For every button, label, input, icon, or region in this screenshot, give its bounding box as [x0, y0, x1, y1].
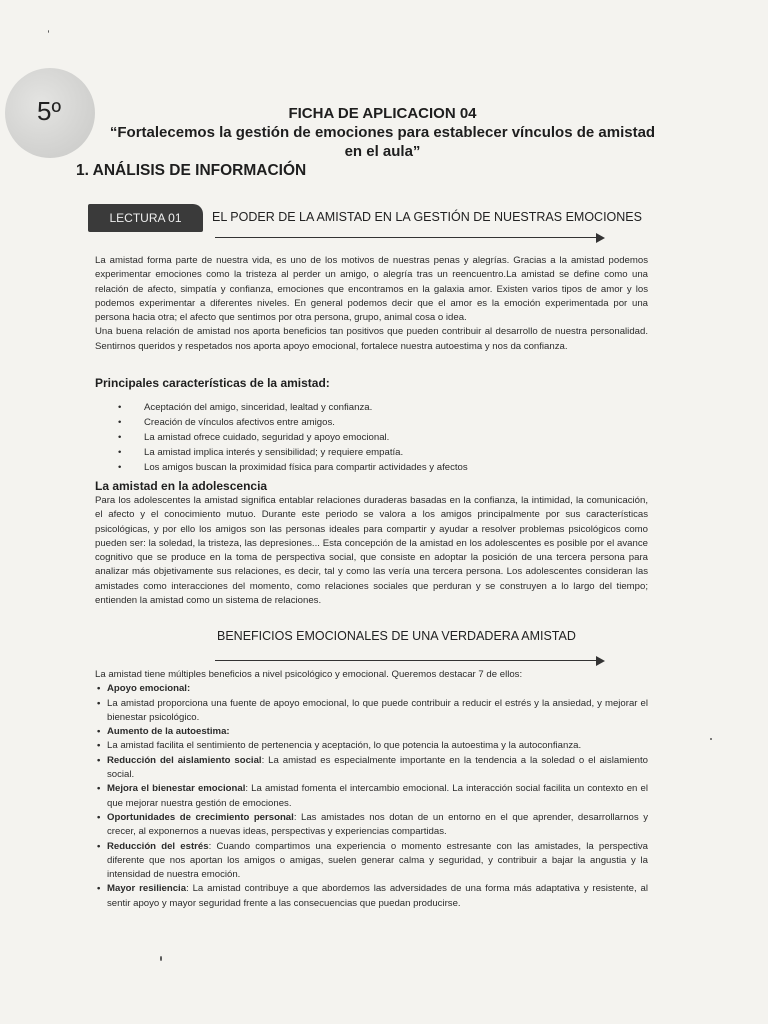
benefit-text: La amistad facilita el sentimiento de pertenencia y aceptación, lo que potencia la autoestima y la autoconfianza. [107, 740, 582, 752]
scan-speck [710, 738, 712, 740]
benefit-text: : La amistad contribuye a que abordemos las adversidades de una forma más adaptativa y resistente, al sentir apoyo y mayor seguridad frente a las consecuencias que puedan producirse. [107, 883, 648, 909]
scan-speck [48, 30, 49, 33]
characteristics-heading: Principales características de la amistad: [95, 376, 330, 390]
benefits-arrow [215, 656, 605, 666]
grade-badge [5, 68, 95, 158]
benefits-title: BENEFICIOS EMOCIONALES DE UNA VERDADERA AMISTAD [217, 629, 576, 643]
list-item [95, 739, 648, 753]
adolescence-text [95, 494, 648, 608]
list-item: • Aceptación del amigo, sinceridad, lealtad y confianza. [118, 400, 618, 415]
benefits-section [95, 668, 648, 911]
intro-paragraph-1: La amistad forma parte de nuestra vida, es uno de los motivos de nuestras penas y alegrías. Gracias a la amistad podemos experimentar emociones como la tristeza al perder un amigo, o alegría tras un reencuentro.La amistad se define como una relación de afecto, simpatía y confianza, emociones que encontramos en la galaxia amor. Existen varios tipos de amor y los podemos experimentar a diferentes niveles. En general podemos decir que el amor es la emoción experimentada por una persona hacia otra; el afecto que sentimos por otra persona, grupo, animal cosa o idea. [95, 255, 648, 324]
title-line-1: FICHA DE APLICACION 04 [288, 105, 477, 122]
benefit-text: : Las amistades nos dotan de un entorno en el que aprender, desarrollarnos y crecer, al exponernos a nuevas ideas, perspectivas y experiencias compartidas. [107, 811, 648, 838]
list-item: • Creación de vínculos afectivos entre amigos. [118, 415, 618, 430]
benefit-label: Reducción del estrés [107, 840, 209, 852]
list-item [95, 725, 648, 739]
benefit-label: Aumento de la autoestima: [107, 726, 230, 738]
reading-arrow [215, 233, 605, 243]
benefit-text: : Cuando compartimos una experiencia o momento estresante con las amistades, la perspectiva diferente que nos aportan los amigos o amigas, suelen generar calma y seguridad, y contribuir a bajar la angustia y la intensidad de nuestra emoción. [107, 840, 648, 881]
scan-speck [160, 956, 162, 961]
benefit-text: : La amistad es especialmente importante en la tendencia a la soledad o el aislamiento social. [107, 754, 648, 781]
benefit-text: : La amistad fomenta el intercambio emocional. La interacción social facilita un contexto en el que mejorar nuestra gestión de emociones. [107, 783, 648, 809]
benefit-text: La amistad proporciona una fuente de apoyo emocional, lo que puede contribuir a reducir el estrés y la ansiedad, y mejorar el bienestar psicológico. [107, 697, 648, 723]
adolescence-paragraph: Para los adolescentes la amistad significa entablar relaciones duraderas basadas en la confianza, la intimidad, la comunicación, el afecto y el conocimiento mutuo. Durante este periodo se valora a los amigos principalmente por sus características psicológicas, y por ello los amigos son las personas ideales para compartir y ayudar a resolver problemas psicológicos como pueden ser: la soledad, la tristeza, las depresiones... Esta concepción de la amistad en los adolescentes es posible por el avance cognitivo que se produce en la toma de perspectiva social, que consiste en adoptar la posición de una tercera persona para analizar más objetivamente sus relaciones, es decir, tal y como las vería una tercera persona. Los adolescentes consideran las amistades como interacciones del momento, como relaciones sociales que perduran y se construyen a lo largo del tiempo; entienden la amistad como un sistema de relaciones. [95, 495, 648, 607]
list-item: • La amistad implica interés y sensibilidad; y requiere empatía. [118, 445, 618, 460]
title-line-3: en el aula” [344, 143, 421, 160]
list-item: • La amistad ofrece cuidado, seguridad y apoyo emocional. [118, 430, 618, 445]
reading-tag-label: LECTURA 01 [109, 211, 182, 225]
list-item [95, 811, 648, 840]
benefit-label: Mayor resiliencia [107, 883, 187, 895]
reading-tag [88, 204, 203, 232]
list-item [95, 782, 648, 811]
title-line-2: “Fortalecemos la gestión de emociones para establecer vínculos de amistad [109, 124, 656, 141]
list-item [95, 882, 648, 911]
page-title [90, 104, 675, 161]
benefit-label: Apoyo emocional: [107, 683, 191, 695]
benefit-label: Reducción del aislamiento social [107, 754, 262, 766]
section-heading: 1. ANÁLISIS DE INFORMACIÓN [76, 162, 307, 179]
reading-title: EL PODER DE LA AMISTAD EN LA GESTIÓN DE NUESTRAS EMOCIONES [212, 210, 642, 224]
benefit-label: Mejora el bienestar emocional [107, 783, 246, 795]
list-item: • Los amigos buscan la proximidad física para compartir actividades y afectos [118, 460, 618, 475]
benefits-intro: La amistad tiene múltiples beneficios a nivel psicológico y emocional. Queremos destacar 7 de ellos: [95, 669, 523, 680]
intro-paragraph-2: Una buena relación de amistad nos aporta beneficios tan positivos que pueden contribuir al desarrollo de nuestra personalidad. Sentirnos queridos y respetados nos aporta apoyo emocional, fortalece nuestra autoestima y nos da confianza. [95, 326, 648, 352]
intro-text [95, 254, 648, 354]
characteristics-list [118, 400, 618, 475]
list-item [95, 754, 648, 783]
list-item [95, 697, 648, 726]
benefits-list [95, 682, 648, 911]
list-item [95, 840, 648, 883]
list-item [95, 682, 648, 696]
adolescence-heading: La amistad en la adolescencia [95, 479, 268, 493]
benefit-label: Oportunidades de crecimiento personal [107, 811, 294, 823]
grade-label: 5º [37, 95, 61, 126]
